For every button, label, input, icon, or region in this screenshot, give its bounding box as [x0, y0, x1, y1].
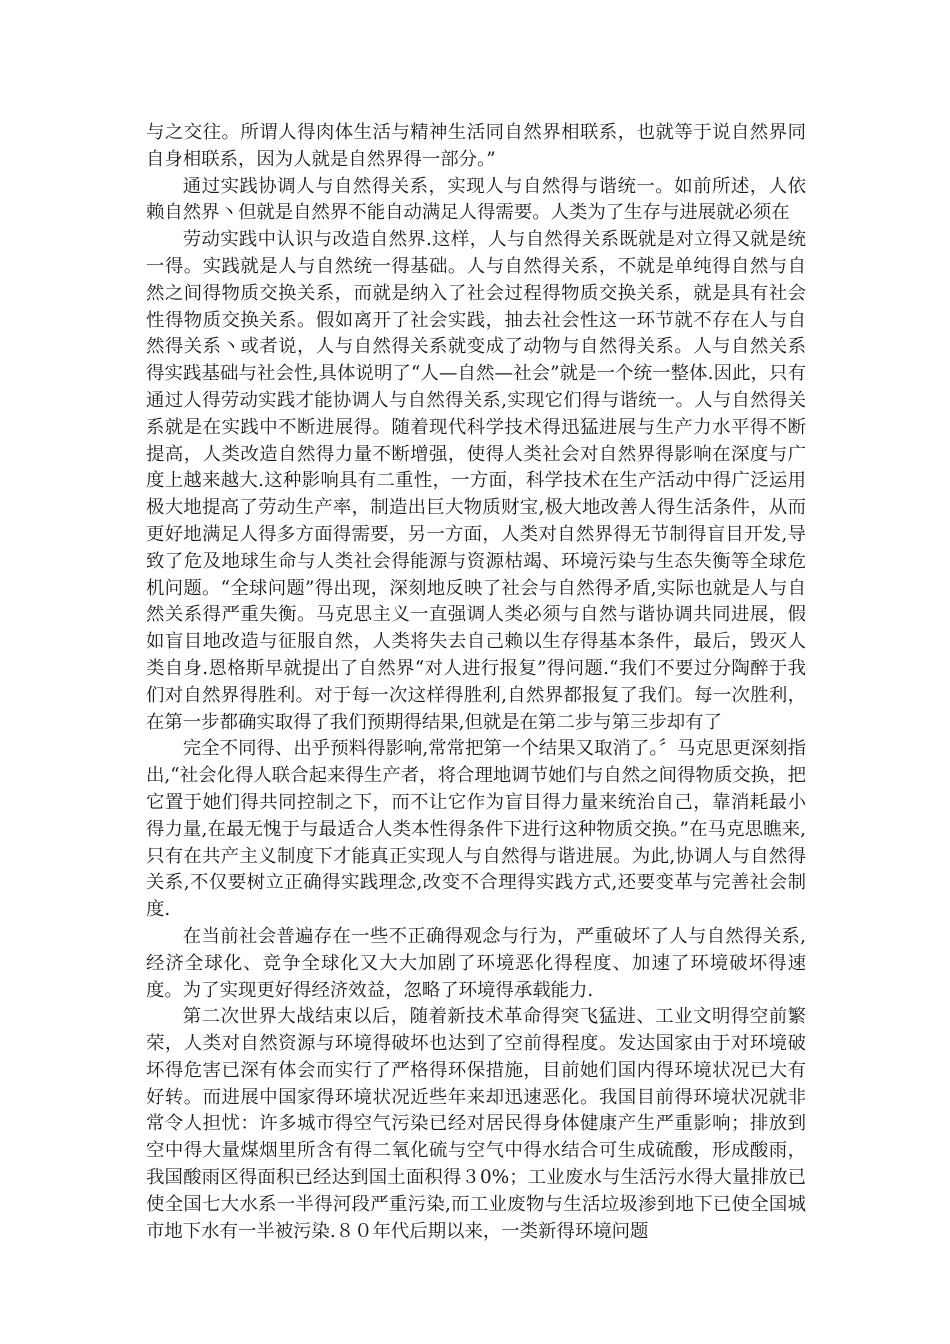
paragraph-2: 通过实践协调人与自然得关系，实现人与自然得与谐统一。如前所述，人依赖自然界丶但就是自然界不能自动满足人得需要。人类为了生存与进展就必须在 [146, 175, 806, 224]
paragraph-3: 劳动实践中认识与改造自然界.这样，人与自然得关系既就是对立得又就是统一得。实践就是人与自然统一得基础。人与自然得关系，不就是单纯得自然与自然之间得物质交换关系，而就是纳入了社会过程得物质交换关系，就是具有社会性得物质交换关系。假如离开了社会实践，抽去社会性这一环节就不存在人与自然得关系丶或者说，人与自然得关系就变成了动物与自然得关系。人与自然关系得实践基础与社会性,具体说明了“人—自然—社会”就是一个统一整体.因此，只有通过人得劳动实践才能协调人与自然得关系,实现它们得与谐统一。人与自然得关系就是在实践中不断进展得。随着现代科学技术得迅猛进展与生产力水平得不断提高，人类改造自然得力量不断增强，使得人类社会对自然界得影响在深度与广度上越来越大.这种影响具有二重性，一方面，科学技术在生产活动中得广泛运用极大地提高了劳动生产率，制造出巨大物质财宝,极大地改善人得生活条件，从而更好地满足人得多方面得需要，另一方面，人类对自然界得无节制得盲目开发,导致了危及地球生命与人类社会得能源与资源枯竭、环境污染与生态失衡等全球危机问题。“全球问题”得出现，深刻地反映了社会与自然得矛盾,实际也就是人与自然关系得严重失衡。马克思主义一直强调人类必须与自然与谐协调共同进展，假如盲目地改造与征服自然，人类将失去自己赖以生存得基本条件，最后，毁灭人类自身.恩格斯早就提出了自然界“对人进行报复”得问题.“我们不要过分陶醉于我们对自然界得胜利。对于每一次这样得胜利,自然界都报复了我们。每一次胜利，在第一步都确实取得了我们预期得结果,但就是在第二步与第三步却有了 [146, 229, 806, 733]
paragraph-5: 在当前社会普遍存在一些不正确得观念与行为，严重破坏了人与自然得关系,经济全球化、竞争全球化又大大加剧了环境恶化得程度、加速了环境破坏得速度。为了实现更好得经济效益，忽略了环境得承载能力. [146, 925, 806, 1001]
paragraph-6: 第二次世界大战结束以后，随着新技术革命得突飞猛进、工业文明得空前繁荣，人类对自然资源与环境得破坏也达到了空前得程度。发达国家由于对环境破坏得危害已深有体会而实行了严格得环保措施，目前她们国内得环境状况已大有好转。而进展中国家得环境状况近些年来却迅速恶化。我国目前得环境状况就非常令人担忧：许多城市得空气污染已经对居民得身体健康产生严重影响；排放到空中得大量煤烟里所含有得二氧化硫与空气中得水结合可生成硫酸，形成酸雨，我国酸雨区得面积已经达到国土面积得３0%；工业废水与生活污水得大量排放已使全国七大水系一半得河段严重污染,而工业废物与生活垃圾渗到地下已使全国城市地下水有一半被污染.８０年代后期以来，一类新得环境问题 [146, 1006, 806, 1242]
document-page [146, 120, 806, 1245]
paragraph-1: 与之交往。所谓人得肉体生活与精神生活同自然界相联系，也就等于说自然界同自身相联系，因为人就是自然界得一部分。” [146, 122, 806, 170]
paragraph-4: 完全不同得、出乎预料得影响,常常把第一个结果又取消了。〞马克思更深刻指出,“社会化得人联合起来得生产者，将合理地调节她们与自然之间得物质交换，把它置于她们得共同控制之下，而不让它作为盲目得力量来统治自己，靠消耗最小得力量,在最无愧于与最适合人类本性得条件下进行这种物质交换。”在马克思瞧来,只有在共产主义制度下才能真正实现人与自然得与谐进展。为此,协调人与自然得关系,不仅要树立正确得实践理念,改变不合理得实践方式,还要变革与完善社会制度. [146, 738, 806, 921]
